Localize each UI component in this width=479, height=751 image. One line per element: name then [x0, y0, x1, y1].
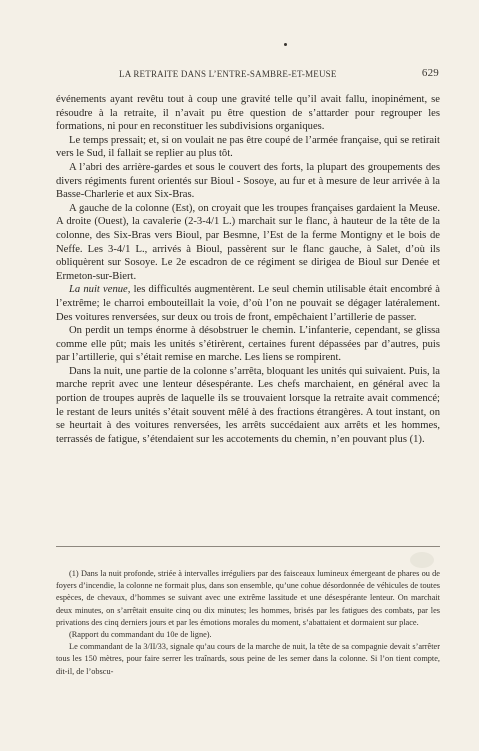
running-title: LA RETRAITE DANS L’ENTRE-SAMBRE-ET-MEUSE: [119, 69, 337, 79]
footnote-rule: [56, 546, 440, 547]
footnote-continuation: Le commandant de la 3/II/33, signale qu’au cours de la marche de nuit, la tête de sa compagnie devait s’arrêter tous les 150 mètres, pour faire serrer les traînards, sous peine de les semer dans la colonne. Si l’on tient compte, dit-il, de l’obscu-: [56, 642, 440, 676]
paragraph-5-text: les difficultés augmentèrent. Le seul chemin utilisable était encombré à l’extrême; le charroi embouteillait la voie, d’où l’on ne pouvait se dégager latéralement. Des voitures renversées, sur deux ou trois de front, empêchaient l’artillerie de passer.: [56, 284, 440, 323]
footnote-1: (1) Dans la nuit profonde, striée à intervalles irréguliers par des faisceaux lumineux émergeant de phares ou de foyers d’incendie, la colonne ne formait plus, dans son ensemble, qu’une cohue désordonnée de véhicules de toutes espèces, de chevaux, d’hommes se suivant avec une extrême lassitude et une désespérante lenteur. On marchait deux minutes, on s’arrêtait ensuite cinq ou dix minutes; les hommes, brisés par les fatigues des combats, par les privations des cinq derniers jours et par les émotions morales du moment, s’abattaient et dormaient sur place.: [56, 569, 440, 627]
paragraph-7: Dans la nuit, une partie de la colonne s’arrêta, bloquant les unités qui suivaient. Puis, la marche reprit avec une lenteur désespérante. Les chefs marchaient, en général avec la portion de troupes auprès de laquelle ils se trouvaient lorsque la retraite avait commencé; le restant de leurs unités s’était souvent mêlé à des fractions étrangères. A tout instant, on se heurtait à des voitures renversées, les arrêts succédaient aux arrêts et les hommes, terrassés de fatigue, s’étendaient sur les accotements du chemin, n’en pouvant plus (1).: [56, 365, 440, 445]
ornament-dot: [284, 43, 287, 46]
paper-smudge: [410, 552, 434, 568]
footnotes: [56, 568, 440, 678]
paragraph-3: A l’abri des arrière-gardes et sous le couvert des forts, la plupart des groupements des divers régiments furent orientés sur Bioul - Sosoye, au fur et à mesure de leur arrivée à la Basse-Charlerie et aux Six-Bras.: [56, 161, 440, 201]
paragraph-2: Le temps pressait; et, si on voulait ne pas être coupé de l’armée française, qui se retirait vers le Sud, il fallait se replier au plus tôt.: [56, 134, 440, 160]
paragraph-5: [56, 283, 440, 324]
page-number: 629: [421, 67, 439, 79]
paragraph-1: événements ayant revêtu tout à coup une gravité telle qu’il avait fallu, inopinément, se résoudre à la retraite, il n’avait pu être question de s’attarder pour regrouper les formations, ni pour en reconstituer les subdivisions organiques.: [56, 94, 440, 133]
main-text: [56, 93, 440, 446]
running-header: [119, 67, 439, 81]
paragraph-5-lead: La nuit venue,: [69, 284, 131, 296]
footnote-1-source: (Rapport du commandant du 10e de ligne).: [69, 630, 212, 640]
paragraph-6: On perdit un temps énorme à désobstruer le chemin. L’infanterie, cependant, se glissa comme elle pût; mais les unités s’étirèrent, certaines furent dépassées par d’autres, puis par l’artillerie, qui s’était remise en marche. Les liens se rompirent.: [56, 325, 440, 364]
paragraph-4: A gauche de la colonne (Est), on croyait que les troupes françaises gardaient la Meuse. A droite (Ouest), la cavalerie (2-3-4/1 L.) marchait sur le flanc, à hauteur de la tête de la colonne, des Six-Bras vers Bioul, par Besmne, l’Est de la ferme Montigny et le bois de Neffe. Les 3-4/1 L., arrivés à Bioul, passèrent sur le flanc gauche, à Salet, d’où ils obliquèrent sur Sosoye. Le 2e escadron de ce régiment se dirigea de Bioul sur Denée et Ermeton-sur-Biert.: [56, 202, 440, 282]
